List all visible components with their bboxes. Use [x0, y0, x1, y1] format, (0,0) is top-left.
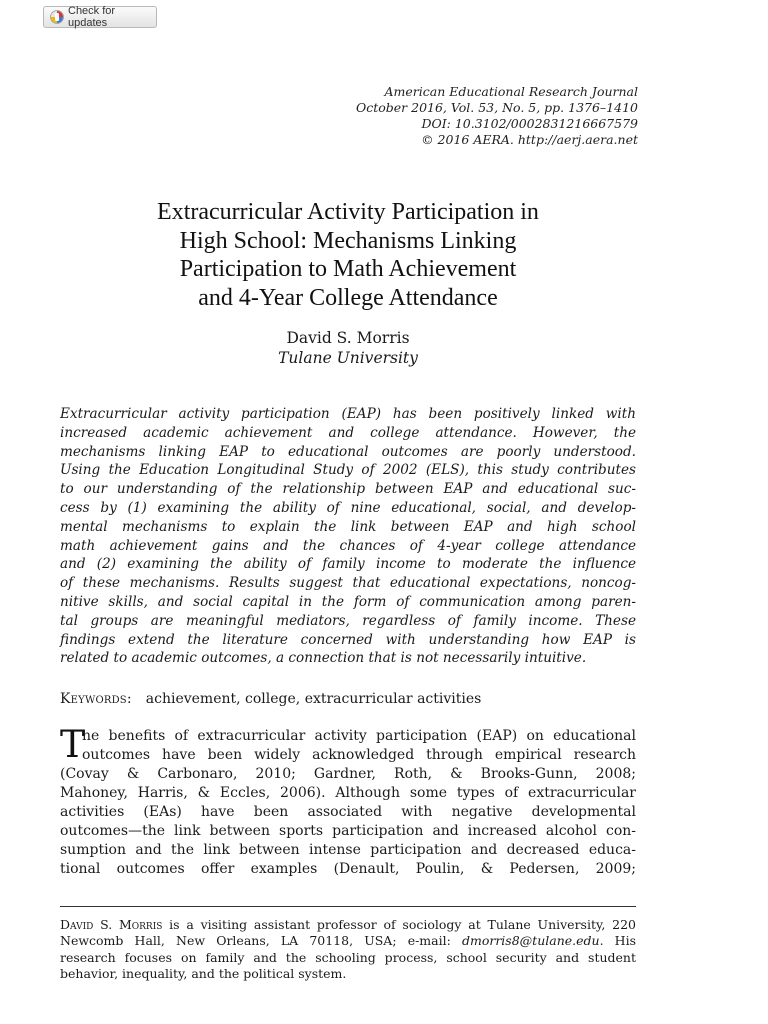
- footnote-text: . His: [599, 933, 636, 949]
- abstract-line: of these mechanisms. Results suggest that educational expectations, noncog-: [60, 575, 636, 592]
- journal-doi: DOI: 10.3102/0002831216667579: [421, 116, 638, 131]
- title-line: and 4-Year College Attendance: [198, 284, 498, 311]
- footnote-text: Newcomb Hall, New Orleans, LA 70118, USA; e-mail:: [60, 933, 462, 949]
- abstract-line: Using the Education Longitudinal Study of 2002 (ELS), this study contributes: [60, 462, 636, 479]
- footnote-line: [60, 917, 636, 933]
- title-line: High School: Mechanisms Linking: [179, 227, 517, 254]
- author-footnote: [60, 917, 636, 982]
- footnote-divider: [60, 906, 636, 907]
- body-line: sumption and the link between intense participation and decreased educa-: [60, 842, 636, 858]
- abstract-line: mental mechanisms to explain the link between EAP and high school: [60, 518, 636, 535]
- journal-copyright: © 2016 AERA. http://aerj.aera.net: [421, 132, 638, 147]
- abstract-line: tal groups are meaningful mediators, regardless of family income. These: [60, 612, 636, 629]
- abstract-line: to our understanding of the relationship between EAP and educational suc-: [60, 481, 636, 498]
- journal-issue: October 2016, Vol. 53, No. 5, pp. 1376–1410: [355, 100, 638, 115]
- author-block: [60, 328, 636, 368]
- keywords: [60, 690, 636, 708]
- body-line: (Covay & Carbonaro, 2010; Gardner, Roth, & Brooks-Gunn, 2008;: [60, 766, 636, 782]
- abstract-line: mechanisms linking EAP to educational outcomes are poorly understood.: [60, 443, 636, 460]
- abstract-line: math achievement gains and the chances of 4-year college attendance: [60, 537, 636, 554]
- body-line: activities (EAs) have been associated with negative developmental: [60, 804, 636, 820]
- abstract-line: cess by (1) examining the ability of nine educational, social, and develop-: [60, 499, 636, 516]
- footnote-line: research focuses on family and the schooling process, school security and student: [60, 949, 636, 965]
- journal-info: [356, 84, 638, 148]
- title-line: Extracurricular Activity Participation in: [157, 199, 539, 225]
- body-line: Mahoney, Harris, & Eccles, 2006). Although some types of extracurricular: [60, 785, 636, 801]
- check-for-updates-button[interactable]: [43, 6, 157, 28]
- abstract: [60, 405, 636, 668]
- body-line: outcomes—the link between sports participation and increased alcohol con-: [60, 823, 636, 839]
- title-line: Participation to Math Achievement: [179, 256, 517, 282]
- footnote-line: [60, 933, 636, 949]
- keywords-label: Keywords:: [60, 691, 132, 707]
- author-affiliation: Tulane University: [278, 349, 418, 367]
- abstract-line: related to academic outcomes, a connection that is not necessarily intuitive.: [60, 650, 587, 667]
- author-email-link[interactable]: dmorris8@tulane.edu: [461, 933, 600, 949]
- abstract-line: increased academic achievement and college attendance. However, the: [60, 424, 636, 441]
- footnote-text: is a visiting assistant professor of sociology at Tulane University, 220: [162, 917, 636, 932]
- body-line: outcomes have been widely acknowledged through empirical research: [82, 747, 636, 763]
- journal-name: American Educational Research Journal: [384, 84, 638, 99]
- abstract-line: and (2) examining the ability of family income to moderate the influence: [60, 556, 636, 573]
- abstract-line: nitive skills, and social capital in the form of communication among paren-: [60, 593, 636, 610]
- body-line: tional outcomes offer examples (Denault, Poulin, & Pedersen, 2009;: [60, 861, 636, 877]
- keywords-value: achievement, college, extracurricular activities: [145, 691, 482, 707]
- crossmark-icon: [50, 10, 64, 24]
- drop-cap: T: [60, 723, 85, 766]
- article-title: [60, 198, 636, 312]
- abstract-line: findings extend the literature concerned with understanding how EAP is: [60, 631, 636, 648]
- check-for-updates-label: Check for updates: [68, 5, 116, 29]
- footnote-author: David S. Morris: [60, 917, 163, 932]
- body-paragraph: [60, 723, 636, 879]
- abstract-line: Extracurricular activity participation (EAP) has been positively linked with: [60, 406, 636, 422]
- footnote-line: behavior, inequality, and the political system.: [60, 965, 347, 981]
- author-name: David S. Morris: [286, 329, 410, 347]
- body-line: he benefits of extracurricular activity participation (EAP) on educational: [82, 728, 636, 744]
